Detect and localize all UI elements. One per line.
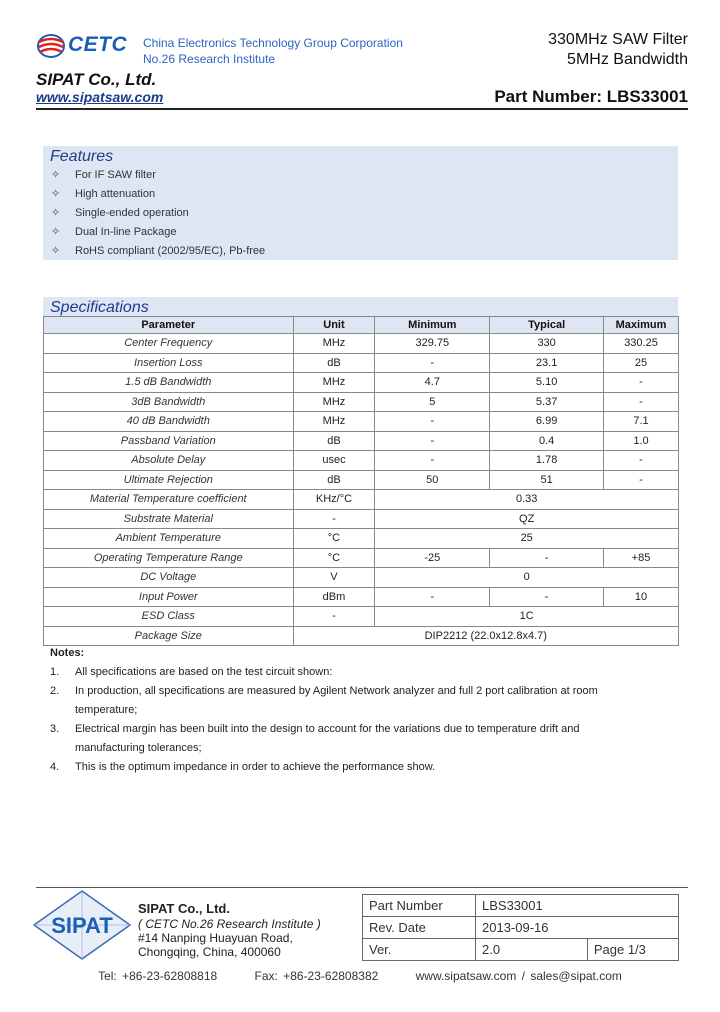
telephone: Tel: +86-23-62808818 <box>98 969 218 983</box>
spec-unit: dB <box>293 470 375 490</box>
spec-minimum: 329.75 <box>375 334 490 354</box>
spec-parameter: Absolute Delay <box>44 451 294 471</box>
feature-item <box>51 204 678 223</box>
spec-row <box>44 353 679 373</box>
package-size-value: DIP2212 (22.0x12.8x4.7) <box>293 626 678 646</box>
spec-minimum: 5 <box>375 392 490 412</box>
version-label: Ver. <box>363 939 476 961</box>
spec-typical: 0.4 <box>490 431 604 451</box>
spec-typical: 6.99 <box>490 412 604 432</box>
spec-unit: °C <box>293 529 375 549</box>
sipat-logo-icon <box>32 889 132 961</box>
spec-typical: 5.10 <box>490 373 604 393</box>
fax: Fax: +86-23-62808382 <box>254 969 379 983</box>
note-text: Electrical margin has been built into the design to account for the variations due to temperature drift and manufacturing tolerances; <box>75 723 580 754</box>
feature-item <box>51 166 678 185</box>
spec-header-row <box>44 317 679 334</box>
spec-row <box>44 334 679 354</box>
spec-row <box>44 412 679 432</box>
spec-row <box>44 392 679 412</box>
note-number: 3. <box>50 723 60 735</box>
spec-value: 0.33 <box>375 490 679 510</box>
note-number: 2. <box>50 685 60 697</box>
spec-row <box>44 431 679 451</box>
note-item <box>50 720 650 758</box>
spec-parameter: ESD Class <box>44 607 294 627</box>
spec-unit: - <box>293 509 375 529</box>
note-item <box>50 682 650 720</box>
rev-date-value: 2013-09-16 <box>476 917 679 939</box>
spec-parameter: Passband Variation <box>44 431 294 451</box>
spec-typical: 330 <box>490 334 604 354</box>
cetc-logo-text: CETC <box>68 33 128 56</box>
spec-row <box>44 373 679 393</box>
document-info-table <box>362 894 679 961</box>
sipat-logo-text: SIPAT <box>51 913 113 938</box>
header-typical: Typical <box>490 317 604 334</box>
cetc-logo-icon <box>36 32 66 60</box>
spec-maximum: 25 <box>604 353 679 373</box>
spec-maximum: - <box>604 451 679 471</box>
header-parameter: Parameter <box>44 317 294 334</box>
spec-typical: - <box>490 548 604 568</box>
part-number-label: Part Number <box>363 895 476 917</box>
spec-parameter: Ultimate Rejection <box>44 470 294 490</box>
company-name: SIPAT Co., Ltd. <box>36 70 157 89</box>
spec-value: QZ <box>375 509 679 529</box>
spec-row <box>44 490 679 510</box>
features-title: Features <box>50 148 114 165</box>
notes-title: Notes: <box>50 647 85 659</box>
spec-row <box>44 548 679 568</box>
page-indicator: Page 1/3 <box>587 939 678 961</box>
header-maximum: Maximum <box>604 317 679 334</box>
spec-typical: 5.37 <box>490 392 604 412</box>
spec-table-body <box>44 334 679 646</box>
spec-typical: 51 <box>490 470 604 490</box>
feature-text: RoHS compliant (2002/95/EC), Pb-free <box>75 245 266 257</box>
note-number: 4. <box>50 761 60 773</box>
specifications-title: Specifications <box>50 299 149 316</box>
spec-unit: KHz/°C <box>293 490 375 510</box>
spec-unit: usec <box>293 451 375 471</box>
spec-unit: °C <box>293 548 375 568</box>
spec-typical: - <box>490 587 604 607</box>
contact-bar <box>0 969 720 983</box>
spec-value: 1C <box>375 607 679 627</box>
spec-maximum: +85 <box>604 548 679 568</box>
spec-parameter: Ambient Temperature <box>44 529 294 549</box>
spec-parameter: 3dB Bandwidth <box>44 392 294 412</box>
feature-item <box>51 242 678 261</box>
spec-unit: MHz <box>293 412 375 432</box>
spec-unit: MHz <box>293 334 375 354</box>
spec-unit: MHz <box>293 392 375 412</box>
spec-maximum: - <box>604 470 679 490</box>
part-number-value: LBS33001 <box>476 895 679 917</box>
diamond-bullet-icon: ✧ <box>51 188 61 200</box>
rev-date-label: Rev. Date <box>363 917 476 939</box>
features-section <box>43 146 678 260</box>
website-email-link[interactable]: www.sipatsaw.com / sales@sipat.com <box>415 969 622 983</box>
spec-unit: dB <box>293 431 375 451</box>
spec-parameter: Package Size <box>44 626 294 646</box>
specifications-section <box>43 297 678 316</box>
spec-minimum: - <box>375 587 490 607</box>
spec-maximum: 1.0 <box>604 431 679 451</box>
spec-parameter: Operating Temperature Range <box>44 548 294 568</box>
note-item <box>50 758 650 777</box>
product-title: 330MHz SAW Filter 5MHz Bandwidth <box>548 31 688 68</box>
spec-maximum: 330.25 <box>604 334 679 354</box>
feature-text: Dual In-line Package <box>75 226 177 238</box>
version-value: 2.0 <box>476 939 588 961</box>
spec-parameter: DC Voltage <box>44 568 294 588</box>
spec-row <box>44 509 679 529</box>
part-number-heading: Part Number: LBS33001 <box>494 87 688 106</box>
note-text: This is the optimum impedance in order to achieve the performance show. <box>75 761 436 773</box>
corporation-name: China Electronics Technology Group Corporation No.26 Research Institute <box>143 36 403 66</box>
spec-parameter: Center Frequency <box>44 334 294 354</box>
spec-parameter: 1.5 dB Bandwidth <box>44 373 294 393</box>
spec-value: 25 <box>375 529 679 549</box>
specifications-table <box>43 316 679 646</box>
feature-item <box>51 223 678 242</box>
spec-row <box>44 529 679 549</box>
spec-typical: 1.78 <box>490 451 604 471</box>
spec-parameter: 40 dB Bandwidth <box>44 412 294 432</box>
spec-row <box>44 451 679 471</box>
spec-unit: - <box>293 607 375 627</box>
spec-minimum: - <box>375 412 490 432</box>
note-number: 1. <box>50 666 60 678</box>
spec-parameter: Input Power <box>44 587 294 607</box>
note-text: All specifications are based on the test circuit shown: <box>75 666 333 678</box>
company-website-link[interactable]: www.sipatsaw.com <box>36 89 164 105</box>
spec-row-package <box>44 626 679 646</box>
spec-value: 0 <box>375 568 679 588</box>
diamond-bullet-icon: ✧ <box>51 169 61 181</box>
spec-unit: V <box>293 568 375 588</box>
spec-unit: MHz <box>293 373 375 393</box>
header-unit: Unit <box>293 317 375 334</box>
spec-parameter: Insertion Loss <box>44 353 294 373</box>
note-text: In production, all specifications are measured by Agilent Network analyzer and full 2 port calibration at room temperature; <box>75 685 598 716</box>
spec-unit: dBm <box>293 587 375 607</box>
spec-row <box>44 568 679 588</box>
spec-maximum: 7.1 <box>604 412 679 432</box>
spec-row <box>44 587 679 607</box>
footer-divider <box>36 887 688 888</box>
spec-unit: dB <box>293 353 375 373</box>
spec-minimum: - <box>375 353 490 373</box>
feature-text: For IF SAW filter <box>75 169 156 181</box>
notes-section <box>50 647 650 777</box>
spec-parameter: Substrate Material <box>44 509 294 529</box>
spec-row <box>44 470 679 490</box>
spec-maximum: 10 <box>604 587 679 607</box>
note-item <box>50 663 650 682</box>
spec-row <box>44 607 679 627</box>
diamond-bullet-icon: ✧ <box>51 226 61 238</box>
diamond-bullet-icon: ✧ <box>51 207 61 219</box>
header-divider <box>36 108 688 110</box>
spec-minimum: - <box>375 431 490 451</box>
spec-typical: 23.1 <box>490 353 604 373</box>
feature-item <box>51 185 678 204</box>
spec-minimum: 4.7 <box>375 373 490 393</box>
footer-address: SIPAT Co., Ltd. ( CETC No.26 Research Institute ) #14 Nanping Huayuan Road, Chongqing, China, 400060 <box>138 901 321 959</box>
feature-text: High attenuation <box>75 188 156 200</box>
features-list <box>43 166 678 261</box>
spec-parameter: Material Temperature coefficient <box>44 490 294 510</box>
spec-minimum: - <box>375 451 490 471</box>
spec-maximum: - <box>604 392 679 412</box>
spec-minimum: 50 <box>375 470 490 490</box>
header-minimum: Minimum <box>375 317 490 334</box>
diamond-bullet-icon: ✧ <box>51 245 61 257</box>
feature-text: Single-ended operation <box>75 207 189 219</box>
notes-list <box>50 663 650 777</box>
spec-minimum: -25 <box>375 548 490 568</box>
spec-maximum: - <box>604 373 679 393</box>
